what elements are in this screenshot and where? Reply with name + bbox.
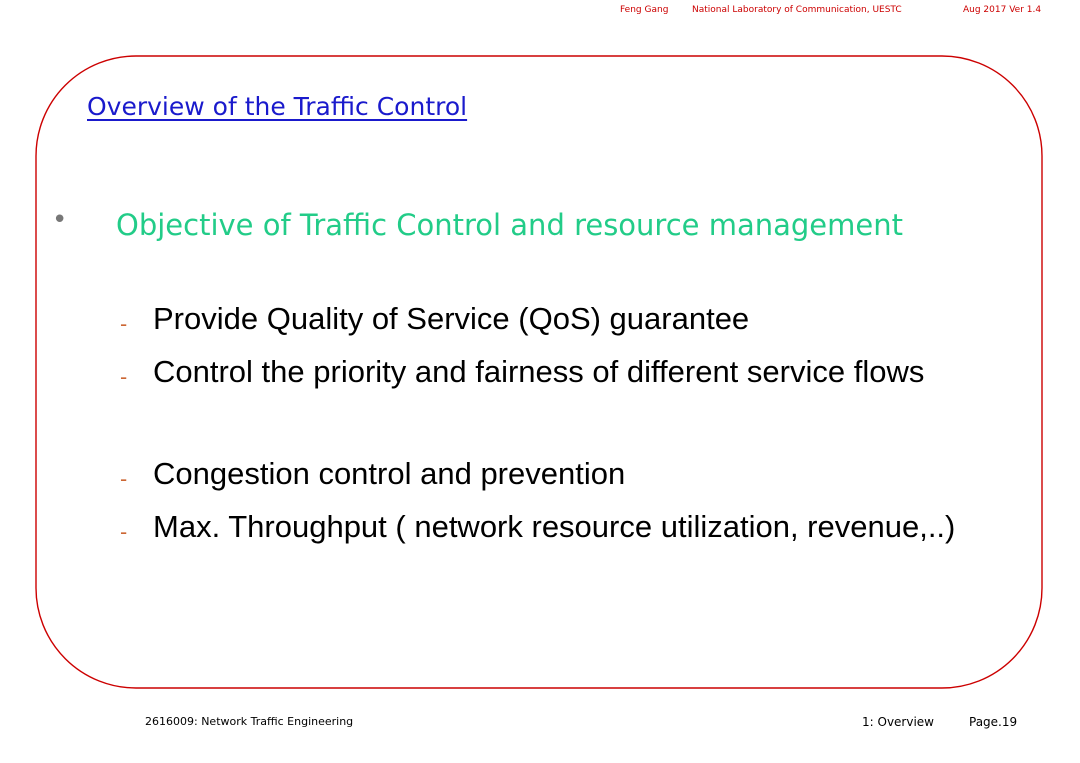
header-author: Feng Gang xyxy=(620,5,669,15)
footer-course: 2616009: Network Traffic Engineering xyxy=(145,715,354,728)
dash-icon: - xyxy=(120,520,128,544)
sub-bullet-text: Max. Throughput ( network resource utilization, revenue,..) xyxy=(153,509,956,544)
sub-bullet-item xyxy=(120,353,924,391)
sub-bullet-text: Provide Quality of Service (QoS) guarantee xyxy=(153,301,750,336)
main-bullet-text: Objective of Traffic Control and resource management xyxy=(116,208,903,242)
footer-page-number: Page.19 xyxy=(969,715,1018,729)
dash-icon: - xyxy=(120,312,128,336)
sub-bullet-text: Congestion control and prevention xyxy=(153,456,626,491)
header-lab: National Laboratory of Communication, UESTC xyxy=(692,5,902,15)
footer-chapter: 1: Overview xyxy=(862,715,934,729)
slide-title: Overview of the Traffic Control xyxy=(87,92,468,121)
bullet-dot-icon: • xyxy=(52,205,68,235)
dash-icon: - xyxy=(120,365,128,389)
sub-bullet-item xyxy=(120,455,625,493)
dash-icon: - xyxy=(120,467,128,491)
sub-bullet-text: Control the priority and fairness of different service flows xyxy=(153,354,925,389)
sub-bullet-item xyxy=(120,508,955,546)
sub-bullet-item xyxy=(120,300,749,338)
header-date-version: Aug 2017 Ver 1.4 xyxy=(963,5,1042,15)
